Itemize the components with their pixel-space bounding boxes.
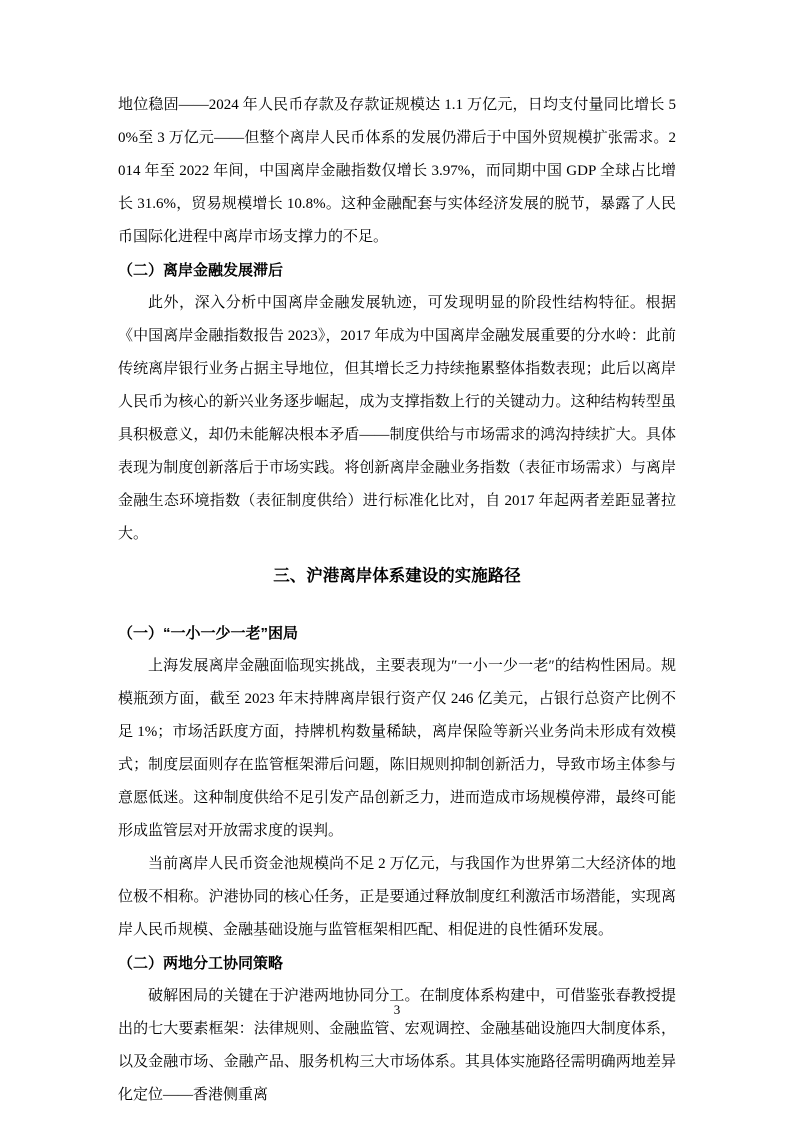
body-paragraph: 上海发展离岸金融面临现实挑战，主要表现为″一小一少一老″的结构性困局。规模瓶颈方面，截至 2023 年末持牌离岸银行资产仅 246 亿美元，占银行总资产比例不足 1%；市场活跃度方面，持牌机构数量稀缺，离岸保险等新兴业务尚未形成有效模式；制度层面则存在监管框架滞后问题，陈旧规则抑制创新活力，导致市场主体参与意愿低迷。这种制度供给不足引发产品创新乏力，进而造成市场规模停滞，最终可能形成监管层对开放需求度的误判。 (118, 658, 676, 839)
chapter-title: 三、沪港离岸体系建设的实施路径 (273, 567, 521, 585)
body-paragraph: 当前离岸人民币资金池规模尚不足 2 万亿元，与我国作为世界第二大经济体的地位极不相称。沪港协同的核心任务，正是要通过释放制度红利激活市场潜能，实现离岸人民币规模、金融基础设施与监管框架相匹配、相促进的良性循环发展。 (118, 856, 676, 938)
body-paragraph: 此外，深入分析中国离岸金融发展轨迹，可发现明显的阶段性结构特征。根据《中国离岸金融指数报告 2023》，2017 年成为中国离岸金融发展重要的分水岭：此前传统离岸银行业务占据主导地位，但其增长乏力持续拖累整体指数表现；此后以离岸人民币为核心的新兴业务逐步崛起，成为支撑指数上行的关键动力。这种结构转型虽具积极意义，却仍未能解决根本矛盾——制度供给与市场需求的鸿沟持续扩大。具体表现为制度创新落后于市场实践。将创新离岸金融业务指数（表征市场需求）与离岸金融生态环境指数（表征制度供给）进行标准化比对，自 2017 年起两者差距显著拉大。 (118, 295, 676, 542)
body-paragraph: 地位稳固——2024 年人民币存款及存款证规模达 1.1 万亿元，日均支付量同比增长 50%至 3 万亿元——但整个离岸人民币体系的发展仍滞后于中国外贸规模扩张需求。2014 年至 2022 年间，中国离岸金融指数仅增长 3.97%，而同期中国 GDP 全球占比增长 31.6%，贸易规模增长 10.8%。这种金融配套与实体经济发展的脱节，暴露了人民币国际化进程中离岸市场支撑力的不足。 (118, 97, 676, 245)
document-content (118, 89, 676, 1112)
body-paragraph: 破解困局的关键在于沪港两地协同分工。在制度体系构建中，可借鉴张春教授提出的七大要素框架：法律规则、金融监管、宏观调控、金融基础设施四大制度体系，以及金融市场、金融产品、服务机构三大市场体系。其具体实施路径需明确两地差异化定位——香港侧重离 (118, 988, 676, 1103)
section-heading: （一）“一小一少一老”困局 (118, 625, 299, 642)
section-heading: （二）两地分工协同策略 (118, 955, 284, 972)
section-heading: （二）离岸金融发展滞后 (118, 262, 284, 279)
page-number: 3 (393, 1002, 401, 1017)
